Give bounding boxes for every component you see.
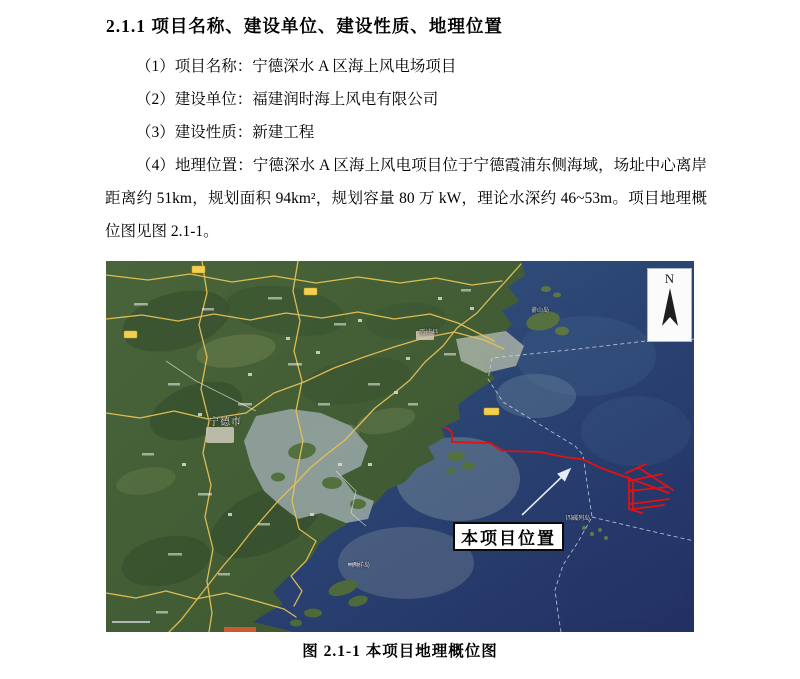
project-location-callout: 本项目位置 [453,522,564,551]
north-arrow-box [647,268,692,342]
figure-caption: 图 2.1-1 本项目地理概位图 [302,643,498,660]
item-nature: （3）建设性质：新建工程 [136,124,315,141]
map-label-sishuang-islands: 四礵列岛 [566,516,591,522]
north-label: N [664,271,675,286]
item-project-name: （1）项目名称：宁德深水 A 区海上风电场项目 [136,58,457,75]
north-arrow-icon [659,286,681,330]
section-heading: 2.1.1 项目名称、建设单位、建设性质、地理位置 [106,16,503,36]
location-map-figure [106,261,694,632]
map-label-xiapu-county: 霞浦县 [419,329,439,336]
map-label-yushan-island: 嵛山岛 [531,308,550,314]
map-label-ningde-city: 宁德市 [209,417,242,428]
body-text [105,50,707,248]
map-label-xiyang-island: 西洋岛 [352,563,371,569]
item-builder: （2）建设单位：福建润时海上风电有限公司 [136,91,439,108]
satellite-map-graphic [106,261,694,632]
item-location: （4）地理位置：宁德深水 A 区海上风电项目位于宁德霞浦东侧海域，场址中心离岸距离约 51km，规划面积 94km²，规划容量 80 万 kW，理论水深约 46~53m。项目地理概位图见图 2.1-1。 [105,157,707,240]
